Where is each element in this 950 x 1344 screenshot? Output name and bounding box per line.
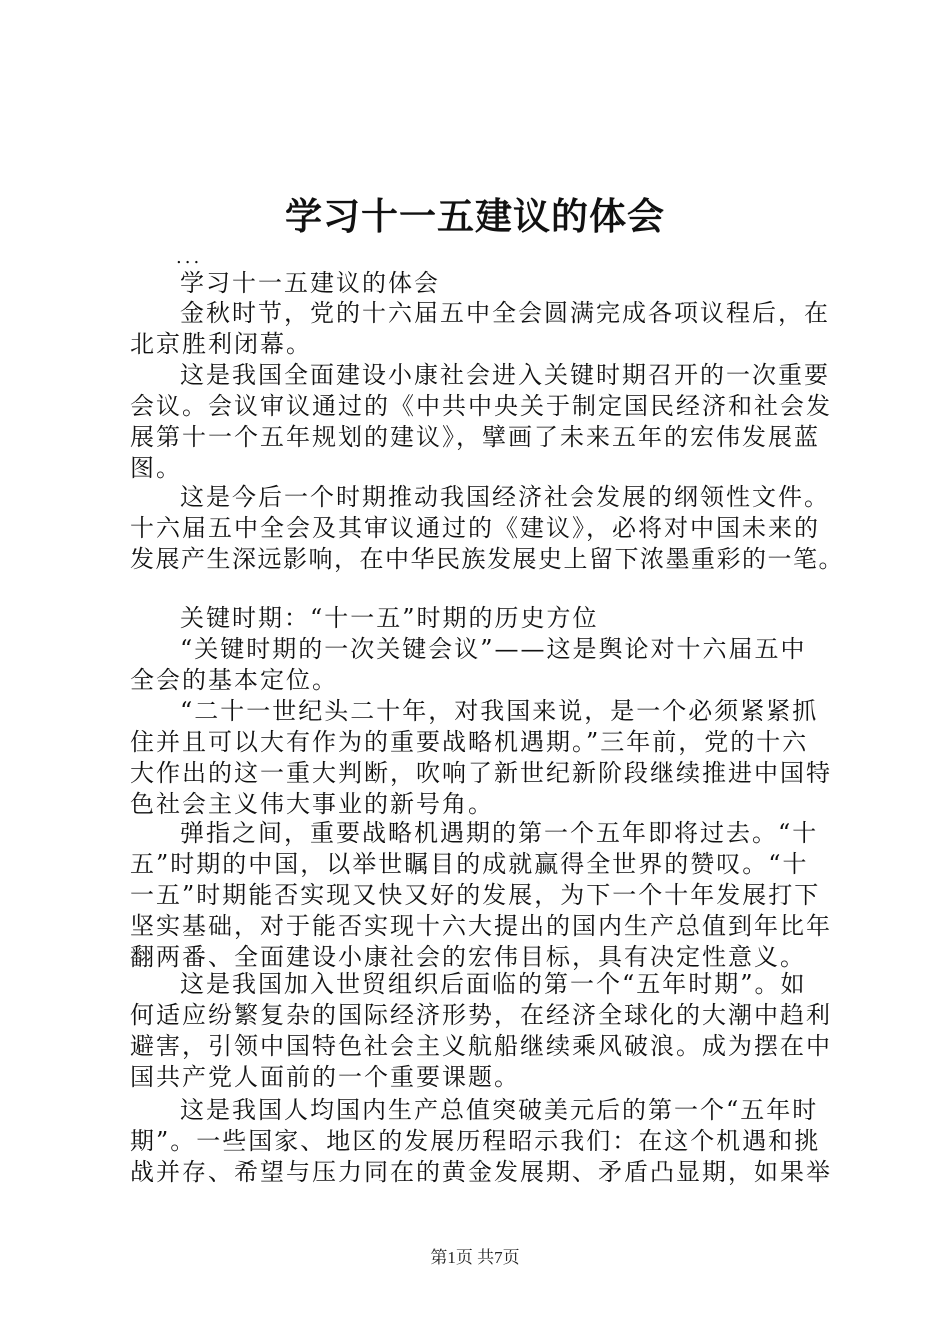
text-line: 国共产党人面前的一个重要课题。 [130, 1063, 520, 1091]
text-line: 金秋时节，党的十六届五中全会圆满完成各项议程后，在 [180, 299, 830, 327]
text-line: 这是今后一个时期推动我国经济社会发展的纲领性文件。 [180, 483, 830, 511]
text-line: 住并且可以大有作为的重要战略机遇期。”三年前，党的十六 [130, 728, 809, 756]
text-line: “关键时期的一次关键会议”——这是舆论对十六届五中 [180, 635, 807, 663]
section-heading: 关键时期：“十一五”时期的历史方位 [180, 604, 599, 632]
text-line: “二十一世纪头二十年，对我国来说，是一个必须紧紧抓 [180, 697, 819, 725]
text-line: 全会的基本定位。 [130, 666, 338, 694]
text-line: 战并存、希望与压力同在的黄金发展期、矛盾凸显期，如果举 [130, 1158, 832, 1186]
text-line: 何适应纷繁复杂的国际经济形势，在经济全球化的大潮中趋利 [130, 1001, 832, 1029]
text-line: 图。 [130, 454, 182, 482]
text-line: 会议。会议审议通过的《中共中央关于制定国民经济和社会发 [130, 392, 832, 420]
text-line: 这是我国人均国内生产总值突破美元后的第一个“五年时 [180, 1096, 819, 1124]
text-line: 这是我国加入世贸组织后面临的第一个“五年时期”。如 [180, 970, 807, 998]
text-line: 学习十一五建议的体会 [180, 269, 440, 297]
text-line: 坚实基础，对于能否实现十六大提出的国内生产总值到年比年 [130, 912, 832, 940]
text-line: 这是我国全面建设小康社会进入关键时期召开的一次重要 [180, 361, 830, 389]
ellipsis: ... [176, 247, 203, 268]
text-line: 期”。一些国家、地区的发展历程昭示我们：在这个机遇和挑 [130, 1127, 821, 1155]
document-title: 学习十一五建议的体会 [285, 194, 665, 238]
text-line: 一五”时期能否实现又快又好的发展，为下一个十年发展打下 [130, 881, 821, 909]
text-line: 避害，引领中国特色社会主义航船继续乘风破浪。成为摆在中 [130, 1032, 832, 1060]
page-number-footer: 第1页 共7页 [430, 1248, 520, 1267]
text-line: 发展产生深远影响，在中华民族发展史上留下浓墨重彩的一笔。 [130, 545, 844, 573]
text-line: 展第十一个五年规划的建议》，擘画了未来五年的宏伟发展蓝 [130, 423, 820, 451]
text-line: 十六届五中全会及其审议通过的《建议》，必将对中国未来的 [130, 514, 820, 542]
text-line: 翻两番、全面建设小康社会的宏伟目标，具有决定性意义。 [130, 943, 806, 971]
text-line: 北京胜利闭幕。 [130, 330, 312, 358]
text-line: 色社会主义伟大事业的新号角。 [130, 790, 494, 818]
text-line: 大作出的这一重大判断，吹响了新世纪新阶段继续推进中国特 [130, 759, 832, 787]
text-line: 五”时期的中国，以举世瞩目的成就赢得全世界的赞叹。“十 [130, 850, 809, 878]
text-line: 弹指之间，重要战略机遇期的第一个五年即将过去。“十 [180, 819, 819, 847]
